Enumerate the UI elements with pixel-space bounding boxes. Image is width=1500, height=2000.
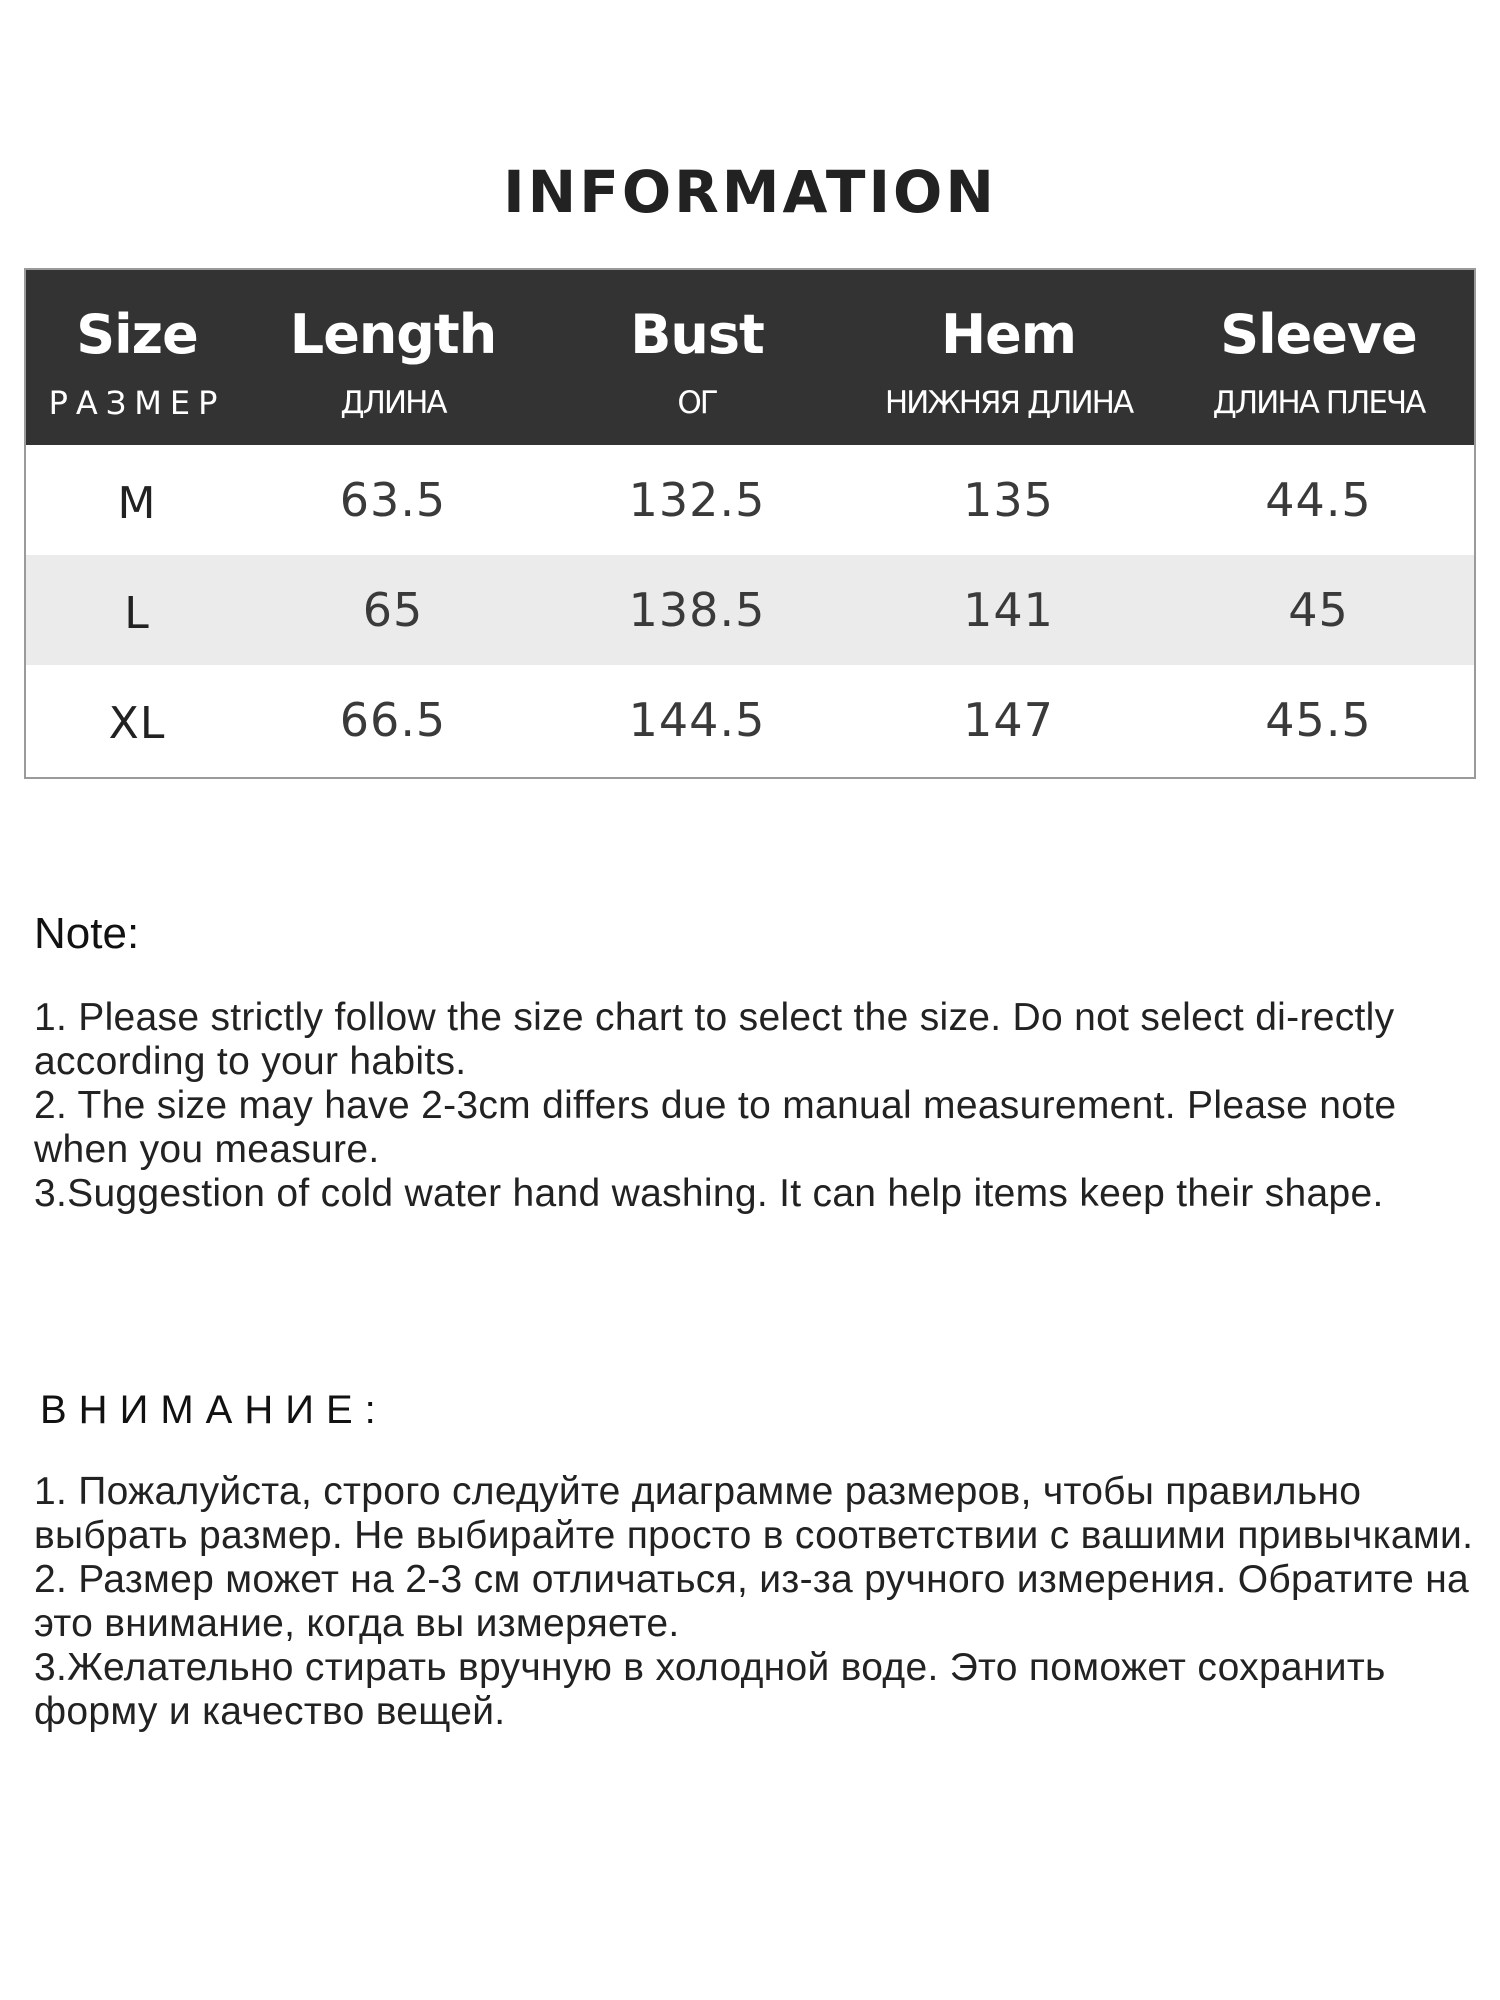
length-cell: 66.5	[339, 693, 447, 747]
header-size-ru: РАЗМЕР	[48, 384, 226, 422]
header-sleeve-en: Sleeve	[1220, 303, 1417, 366]
table-row	[26, 555, 1474, 665]
ru-note-item: 3.Желательно стирать вручную в холодной воде. Это поможет сохранить форму и качество вещей.	[34, 1646, 1386, 1733]
size-chart-table	[24, 268, 1476, 779]
sleeve-cell: 45	[1288, 583, 1349, 637]
table-header	[26, 270, 1474, 445]
size-cell: XL	[108, 698, 166, 749]
sleeve-cell: 45.5	[1265, 693, 1372, 747]
header-length-en: Length	[289, 303, 497, 366]
ru-note-item: 1. Пожалуйста, строго следуйте диаграмме размеров, чтобы правильно выбрать размер. Не выбирайте просто в соответствии с вашими привычками.	[34, 1470, 1474, 1557]
table-row	[26, 665, 1474, 775]
header-bust-ru: ОГ	[677, 385, 717, 421]
size-cell: M	[117, 478, 157, 529]
ru-note-text	[34, 1470, 1474, 1734]
header-hem-en: Hem	[940, 303, 1077, 366]
bust-cell: 132.5	[628, 473, 766, 527]
length-cell: 65	[362, 583, 424, 637]
hem-cell: 135	[963, 473, 1054, 527]
table-row	[26, 445, 1474, 555]
sleeve-cell: 44.5	[1265, 473, 1372, 527]
header-hem-ru: НИЖНЯЯ ДЛИНА	[884, 385, 1133, 421]
bust-cell: 138.5	[628, 583, 766, 637]
hem-cell: 141	[963, 583, 1054, 637]
length-cell: 63.5	[339, 473, 447, 527]
page-title: INFORMATION	[503, 158, 997, 226]
header-bust-en: Bust	[630, 303, 764, 366]
note-heading: Note:	[34, 909, 140, 958]
header-size-en: Size	[76, 303, 198, 366]
header-sleeve-ru: ДЛИНА ПЛЕЧА	[1212, 385, 1425, 421]
ru-note-heading: ВНИМАНИЕ:	[40, 1388, 388, 1432]
note-text	[34, 996, 1464, 1216]
note-item: 3.Suggestion of cold water hand washing. It can help items keep their shape.	[34, 1172, 1384, 1215]
size-cell: L	[124, 588, 150, 639]
note-item: 1. Please strictly follow the size chart to select the size. Do not select di-rectly according to your habits.	[34, 996, 1395, 1083]
ru-note-item: 2. Размер может на 2-3 см отличаться, из-за ручного измерения. Обратите на это внимание, когда вы измеряете.	[34, 1558, 1470, 1645]
header-length-ru: ДЛИНА	[340, 385, 446, 421]
bust-cell: 144.5	[628, 693, 766, 747]
hem-cell: 147	[963, 693, 1054, 747]
note-item: 2. The size may have 2-3cm differs due to manual measurement. Please note when you measure.	[34, 1084, 1397, 1171]
